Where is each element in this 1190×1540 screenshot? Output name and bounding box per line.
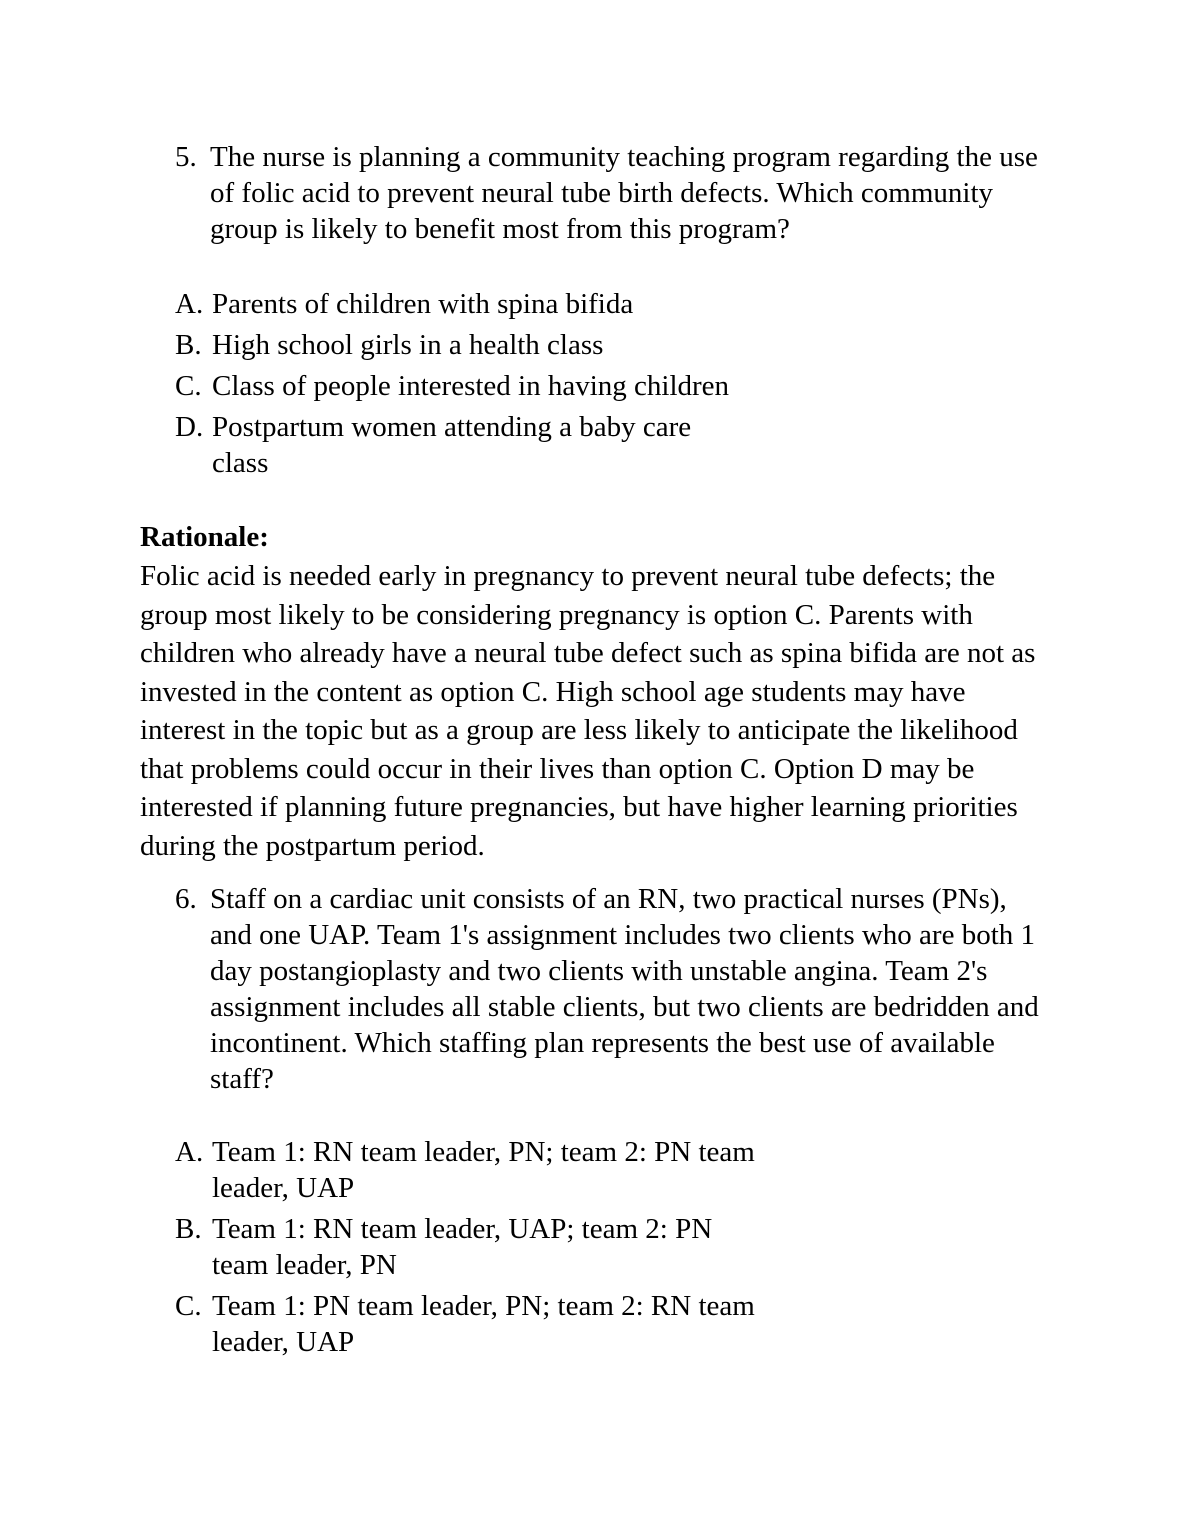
question-text: Staff on a cardiac unit consists of an RN, two practical nurses (PNs), and one UAP. Team 1's assignment includes two clients who are both 1 day postangioplasty and two clients with unstable angina. Team 2's assignment includes all stable clients, but two clients are bedridden and incontinent. Which staffing plan represents the best use of available staff? <box>210 883 1039 1095</box>
option-text: Class of people interested in having children <box>212 370 730 402</box>
answer-options-q6 <box>175 1134 765 1365</box>
option-text: Team 1: RN team leader, UAP; team 2: PN team leader, PN <box>212 1213 713 1281</box>
rationale-text: Folic acid is needed early in pregnancy to prevent neural tube defects; the group most likely to be considering pregnancy is option C. Parents with children who already have a neural tube defect such as spina bifida are not as invested in the content as option C. High school age students may have interest in the topic but as a group are less likely to anticipate the likelihood that problems could occur in their lives than option C. Option D may be interested if planning future pregnancies, but have higher learning priorities during the postpartum period. <box>140 560 1036 862</box>
question-number: 5. <box>175 141 197 173</box>
option-letter: A. <box>175 288 204 320</box>
rationale-heading: Rationale: <box>140 521 269 553</box>
option-text: Team 1: PN team leader, PN; team 2: RN team leader, UAP <box>212 1290 755 1358</box>
answer-option-c <box>175 368 735 404</box>
option-letter: B. <box>175 329 202 361</box>
option-letter: C. <box>175 1290 202 1322</box>
option-letter: A. <box>175 1136 204 1168</box>
answer-option-a <box>175 1134 765 1206</box>
option-letter: C. <box>175 370 202 402</box>
answer-option-b <box>175 327 735 363</box>
answer-option-c <box>175 1288 765 1360</box>
option-text: Parents of children with spina bifida <box>212 288 634 320</box>
question-6 <box>175 881 1055 1097</box>
question-5 <box>175 139 1055 247</box>
answer-option-d <box>175 409 735 481</box>
answer-options-q5 <box>175 286 735 486</box>
option-letter: D. <box>175 411 204 443</box>
option-letter: B. <box>175 1213 202 1245</box>
option-text: High school girls in a health class <box>212 329 604 361</box>
option-text: Postpartum women attending a baby care class <box>212 411 692 479</box>
option-text: Team 1: RN team leader, PN; team 2: PN team leader, UAP <box>212 1136 755 1204</box>
answer-option-a <box>175 286 735 322</box>
answer-option-b <box>175 1211 765 1283</box>
question-text: The nurse is planning a community teaching program regarding the use of folic acid to prevent neural tube birth defects. Which community group is likely to benefit most from this program? <box>210 141 1038 245</box>
question-number: 6. <box>175 883 197 915</box>
